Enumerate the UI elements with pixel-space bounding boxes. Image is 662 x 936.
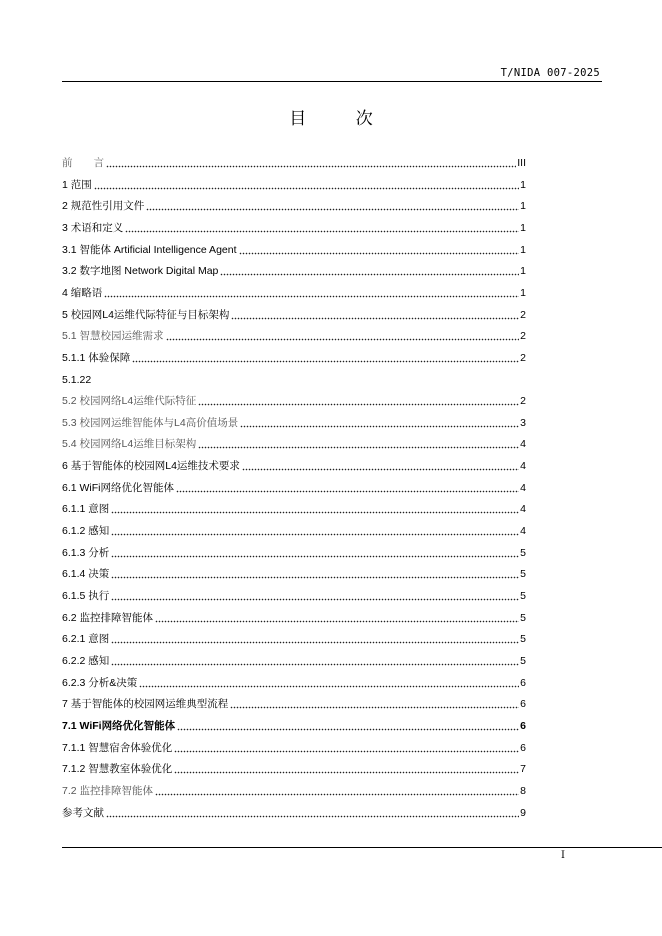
toc-entry[interactable]: [62, 388, 526, 408]
toc-entry-label: 6.1 WiFi网络优化智能体: [62, 481, 175, 494]
toc-entry-page: 6: [520, 719, 526, 732]
toc-entry-label: 5.1.1 体验保障: [62, 351, 131, 364]
toc-dot-leader: [198, 439, 519, 449]
toc-entry[interactable]: [62, 367, 526, 387]
toc-entry[interactable]: [62, 172, 526, 192]
toc-entry-label: 6.1.4 决策: [62, 568, 110, 581]
toc-dot-leader: [239, 245, 520, 255]
toc-entry-page: 1: [520, 243, 526, 256]
toc-entry-page: 4: [520, 503, 526, 516]
toc-entry-label: 6 基于智能体的校园网L4运维技术要求: [62, 460, 240, 473]
toc-entry-label: 参考文献: [62, 806, 104, 819]
toc-entry[interactable]: [62, 756, 526, 776]
toc-entry-label: 7.2 监控排障智能体: [62, 784, 154, 797]
toc-entry[interactable]: [62, 237, 526, 257]
toc-entry-label: 6.2.1 意图: [62, 633, 110, 646]
toc-dot-leader: [230, 699, 519, 709]
toc-entry-page: 4: [520, 481, 526, 494]
toc-entry-page: 1: [520, 265, 526, 278]
header-rule: [62, 81, 602, 82]
toc-entry-page: 6: [520, 698, 526, 711]
toc-entry[interactable]: [62, 518, 526, 538]
toc-entry-label: 2 规范性引用文件: [62, 200, 145, 213]
toc-entry[interactable]: [62, 496, 526, 516]
toc-entry-label: 7.1.2 智慧教室体验优化: [62, 763, 173, 776]
toc-dot-leader: [94, 180, 519, 190]
toc-entry[interactable]: [62, 302, 526, 322]
toc-entry-page: 1: [520, 286, 526, 299]
toc-entry[interactable]: [62, 778, 526, 798]
toc-dot-leader: [176, 483, 519, 493]
toc-entry-label: 前 言: [62, 157, 104, 169]
toc-entry-page: 2: [520, 351, 526, 364]
toc-entry-page: 2: [520, 330, 526, 343]
footer-rule: [62, 847, 662, 848]
toc-entry-page: 1: [520, 221, 526, 234]
toc-entry-label: 5.1 智慧校园运维需求: [62, 330, 164, 343]
toc-dot-leader: [132, 353, 519, 363]
toc-entry[interactable]: [62, 626, 526, 646]
toc-entry[interactable]: [62, 670, 526, 690]
toc-dot-leader: [106, 158, 516, 168]
toc-dot-leader: [111, 548, 519, 558]
toc-dot-leader: [111, 504, 519, 514]
toc-entry[interactable]: [62, 150, 526, 170]
toc-entry-page: 6: [520, 741, 526, 754]
toc-entry[interactable]: [62, 431, 526, 451]
toc-dot-leader: [139, 678, 519, 688]
toc-entry[interactable]: [62, 345, 526, 365]
toc-entry-page: 9: [520, 806, 526, 819]
toc-dot-leader: [198, 396, 519, 406]
toc-entry-page: 5: [520, 546, 526, 559]
toc-entry[interactable]: [62, 583, 526, 603]
toc-entry[interactable]: [62, 735, 526, 755]
toc-dot-leader: [104, 288, 519, 298]
toc-entry[interactable]: [62, 258, 526, 278]
toc-dot-leader: [106, 808, 519, 818]
document-code: T/NIDA 007-2025: [500, 67, 600, 79]
toc-entry[interactable]: [62, 648, 526, 668]
toc-dot-leader: [146, 201, 519, 211]
toc-entry-label: 3 术语和定义: [62, 221, 124, 234]
toc-dot-leader: [111, 526, 519, 536]
toc-dot-leader: [111, 591, 519, 601]
toc-entry-label: 6.1.2 感知: [62, 525, 110, 538]
toc-entry-page: 1: [520, 178, 526, 191]
toc-entry-page: 1: [520, 200, 526, 213]
toc-entry-label: 3.2 数字地图 Network Digital Map: [62, 265, 219, 278]
toc-entry-page: 5: [520, 611, 526, 624]
toc-entry[interactable]: [62, 215, 526, 235]
toc-entry-page: 4: [520, 460, 526, 473]
toc-entry-page: III: [517, 157, 526, 169]
toc-dot-leader: [174, 743, 519, 753]
toc-entry[interactable]: [62, 561, 526, 581]
toc-entry-page: 2: [520, 308, 526, 321]
toc-entry[interactable]: [62, 691, 526, 711]
toc-entry-label: 6.1.5 执行: [62, 590, 110, 602]
toc-entry-label: 5.4 校园网络L4运维目标架构: [62, 438, 197, 451]
toc-entry-label: 6.2.3 分析&决策: [62, 676, 138, 689]
toc-dot-leader: [111, 569, 519, 579]
toc-dot-leader: [111, 656, 519, 666]
toc-entry-page: 4: [520, 438, 526, 451]
toc-entry-label: 5.3 校园网运维智能体与L4高价值场景: [62, 416, 239, 429]
toc-entry-label: 4 缩略语: [62, 286, 103, 299]
toc-dot-leader: [240, 418, 519, 428]
page-number: I: [561, 850, 565, 861]
toc-entry[interactable]: [62, 193, 526, 213]
toc-dot-leader: [155, 613, 519, 623]
toc-dot-leader: [220, 266, 519, 276]
toc-dot-leader: [177, 721, 519, 731]
toc-dot-leader: [111, 634, 519, 644]
toc-entry[interactable]: [62, 540, 526, 560]
toc-dot-leader: [155, 786, 519, 796]
toc-title: 目 次: [289, 109, 395, 129]
toc-entry-label: 6.2.2 感知: [62, 654, 110, 667]
toc-entry-label: 7.1.1 智慧宿舍体验优化: [62, 741, 173, 754]
toc-entry-label: 6.1.1 意图: [62, 503, 110, 516]
toc-entry[interactable]: [62, 453, 526, 473]
toc-dot-leader: [242, 461, 519, 471]
toc-entry-page: 5: [520, 590, 526, 602]
toc-dot-leader: [231, 310, 519, 320]
toc-entry-page: 2: [520, 395, 526, 408]
toc-entry-page: 5: [520, 633, 526, 646]
toc-dot-leader: [166, 331, 520, 341]
toc-entry-page: 5: [520, 568, 526, 581]
toc-entry-page: 8: [520, 784, 526, 797]
toc-entry-label: 7.1 WiFi网络优化智能体: [62, 719, 176, 732]
toc-entry-label: 6.2 监控排障智能体: [62, 611, 154, 624]
toc-entry[interactable]: [62, 475, 526, 495]
toc-entry-label: 7 基于智能体的校园网运维典型流程: [62, 698, 229, 711]
toc-entry-label: 1 范围: [62, 178, 92, 191]
toc-entry-label: 5.1.22: [62, 373, 92, 386]
toc-dot-leader: [125, 223, 519, 233]
toc-entry[interactable]: [62, 280, 526, 300]
toc-entry-page: 7: [520, 763, 526, 776]
toc-entry[interactable]: [62, 410, 526, 430]
toc-dot-leader: [174, 764, 519, 774]
toc-entry[interactable]: [62, 713, 526, 733]
toc-entry-label: 5.2 校园网络L4运维代际特征: [62, 395, 197, 408]
toc-entry-label: 3.1 智能体 Artificial Intelligence Agent: [62, 243, 237, 256]
toc-entry-page: 3: [520, 416, 526, 429]
toc-entry-label: 5 校园网L4运维代际特征与目标架构: [62, 308, 230, 321]
toc-entry[interactable]: [62, 605, 526, 625]
toc-entry-page: 4: [520, 525, 526, 538]
toc-entry-page: 6: [520, 676, 526, 689]
toc-entry[interactable]: [62, 323, 526, 343]
toc-entry-page: 5: [520, 654, 526, 667]
toc-entry-label: 6.1.3 分析: [62, 546, 110, 559]
toc-entry[interactable]: [62, 800, 526, 820]
